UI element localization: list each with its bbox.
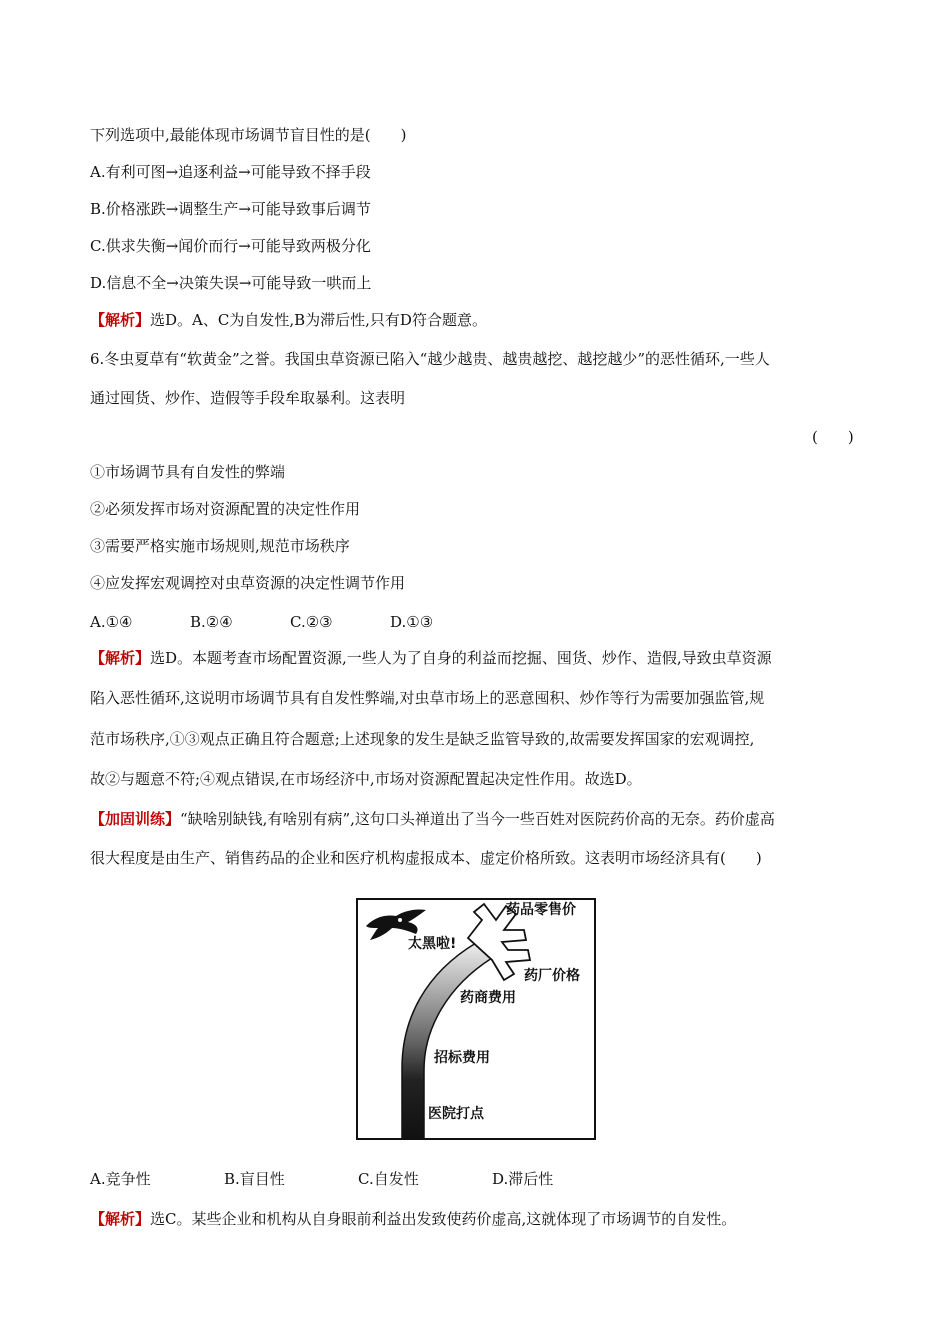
- analysis-text: 选C。某些企业和机构从自身眼前利益出发致使药价虚高,这就体现了市场调节的自发性。: [150, 1210, 737, 1228]
- label-bidding-fee: 招标费用: [434, 1050, 490, 1066]
- q5-option-b: B.价格涨跌→调整生产→可能导致事后调节: [90, 200, 371, 218]
- q6-analysis-line4: 故②与题意不符;④观点错误,在市场经济中,市场对资源配置起决定性作用。故选D。: [90, 770, 642, 788]
- q6-item-1: ①市场调节具有自发性的弊端: [90, 463, 286, 481]
- q6-option-d: D.①③: [390, 613, 434, 631]
- q6-option-c: C.②③: [290, 613, 333, 631]
- extra-stem-line2: 很大程度是由生产、销售药品的企业和医疗机构虚报成本、虚定价格所致。这表明市场经济具有( ): [90, 849, 762, 867]
- extra-stem-line1: [90, 809, 775, 829]
- analysis-tag: 【解析】: [90, 311, 151, 329]
- q6-stem-line1: 6.冬虫夏草有“软黄金”之誉。我国虫草资源已陷入“越少越贵、越贵越挖、越挖越少”的恶性循环,一些人: [90, 350, 770, 368]
- q6-analysis-line3: 范市场秩序,①③观点正确且符合题意;上述现象的发生是缺乏监管导致的,故需要发挥国家的宏观调控,: [90, 730, 755, 748]
- extra-analysis: [90, 1209, 736, 1229]
- q6-analysis-line2: 陷入恶性循环,这说明市场调节具有自发性弊端,对虫草市场上的恶意囤积、炒作等行为需要加强监管,规: [90, 689, 765, 707]
- extra-option-d: D.滞后性: [492, 1170, 554, 1188]
- q6-option-b: B.②④: [190, 613, 233, 631]
- extra-stem-text: “缺啥别缺钱,有啥别有病”,这句口头禅道出了当今一些百姓对医院药价高的无奈。药价虚高: [180, 810, 775, 828]
- q6-item-4: ④应发挥宏观调控对虫草资源的决定性调节作用: [90, 574, 406, 592]
- q6-item-2: ②必须发挥市场对资源配置的决定性作用: [90, 500, 361, 518]
- crow-eye-icon: [398, 918, 402, 922]
- label-exclaim: 太黑啦!: [408, 936, 457, 952]
- label-dealer-fee: 药商费用: [460, 990, 516, 1006]
- label-hospital-kickback: 医院打点: [428, 1106, 484, 1122]
- extra-option-b: B.盲目性: [224, 1170, 285, 1188]
- analysis-text: 选D。A、C为自发性,B为滞后性,只有D符合题意。: [150, 311, 487, 329]
- label-retail-price: 药品零售价: [506, 902, 576, 918]
- extra-option-c: C.自发性: [358, 1170, 419, 1188]
- q6-analysis-line1: [90, 648, 772, 668]
- q5-analysis: [90, 310, 487, 330]
- analysis-text: 选D。本题考查市场配置资源,一些人为了自身的利益而挖掘、囤货、炒作、造假,导致虫草资源: [150, 649, 772, 667]
- extra-option-a: A.竞争性: [90, 1170, 151, 1188]
- extra-options: [90, 1169, 553, 1189]
- q5-stem: 下列选项中,最能体现市场调节盲目性的是( ): [90, 126, 407, 144]
- analysis-tag: 【解析】: [90, 1210, 151, 1228]
- q5-option-d: D.信息不全→决策失误→可能导致一哄而上: [90, 274, 372, 292]
- q5-option-c: C.供求失衡→闻价而行→可能导致两极分化: [90, 237, 371, 255]
- cartoon-figure: [356, 898, 596, 1140]
- q6-options: [90, 612, 433, 632]
- q6-stem-line2: 通过囤货、炒作、造假等手段牟取暴利。这表明: [90, 389, 406, 407]
- q6-item-3: ③需要严格实施市场规则,规范市场秩序: [90, 537, 350, 555]
- q6-answer-paren: ( ): [812, 428, 854, 446]
- analysis-tag: 【解析】: [90, 649, 151, 667]
- q5-option-a: A.有利可图→追逐利益→可能导致不择手段: [90, 163, 371, 181]
- label-factory-price: 药厂价格: [524, 968, 580, 984]
- extra-tag: 【加固训练】: [90, 810, 181, 828]
- q6-option-a: A.①④: [90, 613, 133, 631]
